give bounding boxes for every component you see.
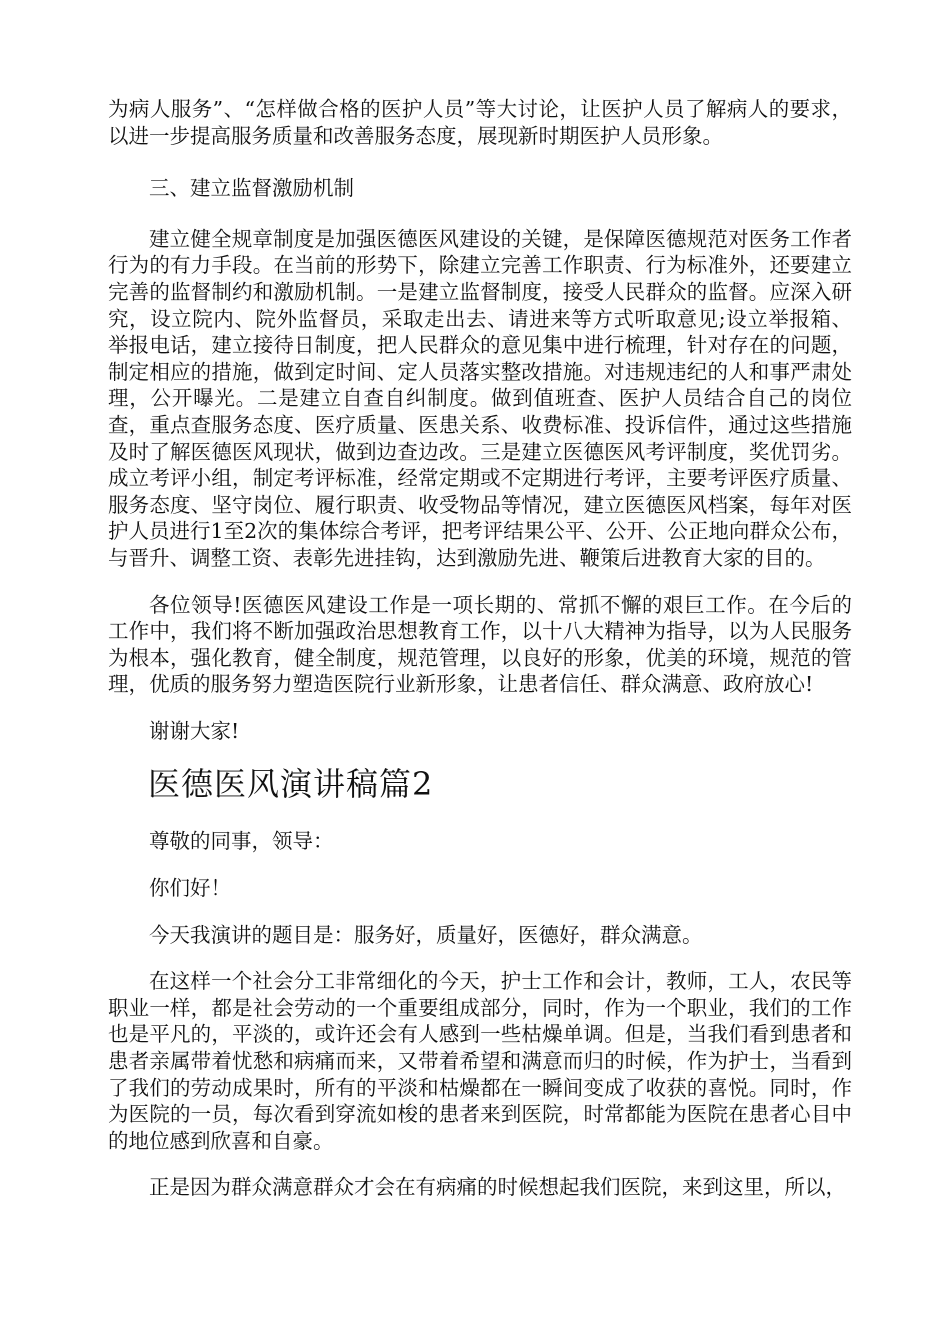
section-heading: 三、建立监督激励机制: [149, 176, 354, 201]
thanks-line: 谢谢大家!: [149, 718, 240, 743]
paragraph-satisfaction: 正是因为群众满意群众才会在有病痛的时候想起我们医院，来到这里，所以，: [149, 1175, 846, 1200]
paragraph-supervision: 建立健全规章制度是加强医德医风建设的关键，是保障医德规范对医务工作者行为的有力手段。在当前的形势下，除建立完善工作职责、行为标准外，还要建立完善的监督制约和激励机制。一是建立监督制度，接受人民群众的监督。应深入研究，设立院内、院外监督员，采取走出去、请进来等方式听取意见;设立举报箱、举报电话，建立接待日制度，把人民群众的意见集中进行梳理，针对存在的问题，制定相应的措施，做到定时间、定人员落实整改措施。对违规违纪的人和事严肃处理，公开曝光。二是建立自查自纠制度。做到值班查、医护人员结合自己的岗位查，重点查服务态度、医疗质量、医患关系、收费标准、投诉信件，通过这些措施及时了解医德医风现状，做到边查边改。三是建立医德医风考评制度，奖优罚劣。成立考评小组，制定考评标准，经常定期或不定期进行考评，主要考评医疗质量、服务态度、坚守岗位、履行职责、收受物品等情况，建立医德医风档案，每年对医护人员进行1至2次的集体综合考评，把考评结果公平、公开、公正地向群众公布，与晋升、调整工资、表彰先进挂钩，达到激励先进、鞭策后进教育大家的目的。: [108, 226, 852, 570]
paragraph-conclusion: 各位领导!医德医风建设工作是一项长期的、常抓不懈的艰巨工作。在今后的工作中，我们将不断加强政治思想教育工作，以十八大精神为指导，以为人民服务为根本，强化教育，健全制度，规范管理，以良好的形象，优美的环境，规范的管理，优质的服务努力塑造医院行业新形象，让患者信任、群众满意、政府放心!: [108, 592, 852, 697]
topic-line: 今天我演讲的题目是：服务好，质量好，医德好，群众满意。: [149, 922, 703, 947]
document-page: [108, 96, 852, 1201]
paragraph-nursing: 在这样一个社会分工非常细化的今天，护士工作和会计，教师，工人，农民等职业一样，都是社会劳动的一个重要组成部分，同时，作为一个职业，我们的工作也是平凡的，平淡的，或许还会有人感到一些枯燥单调。但是，当我们看到患者和患者亲属带着忧愁和病痛而来，又带着希望和满意而归的时候，作为护士，当看到了我们的劳动成果时，所有的平淡和枯燥都在一瞬间变成了收获的喜悦。同时，作为医院的一员，每次看到穿流如梭的患者来到医院，时常都能为医院在患者心目中的地位感到欣喜和自豪。: [108, 969, 852, 1153]
paragraph-continuation: 为病人服务”、“怎样做合格的医护人员”等大讨论，让医护人员了解病人的要求，以进一步提高服务质量和改善服务态度，展现新时期医护人员形象。: [108, 97, 852, 148]
hello-line: 你们好！: [149, 876, 231, 901]
document-title: 医德医风演讲稿篇2: [148, 765, 434, 804]
greeting-line: 尊敬的同事，领导：: [149, 829, 334, 854]
